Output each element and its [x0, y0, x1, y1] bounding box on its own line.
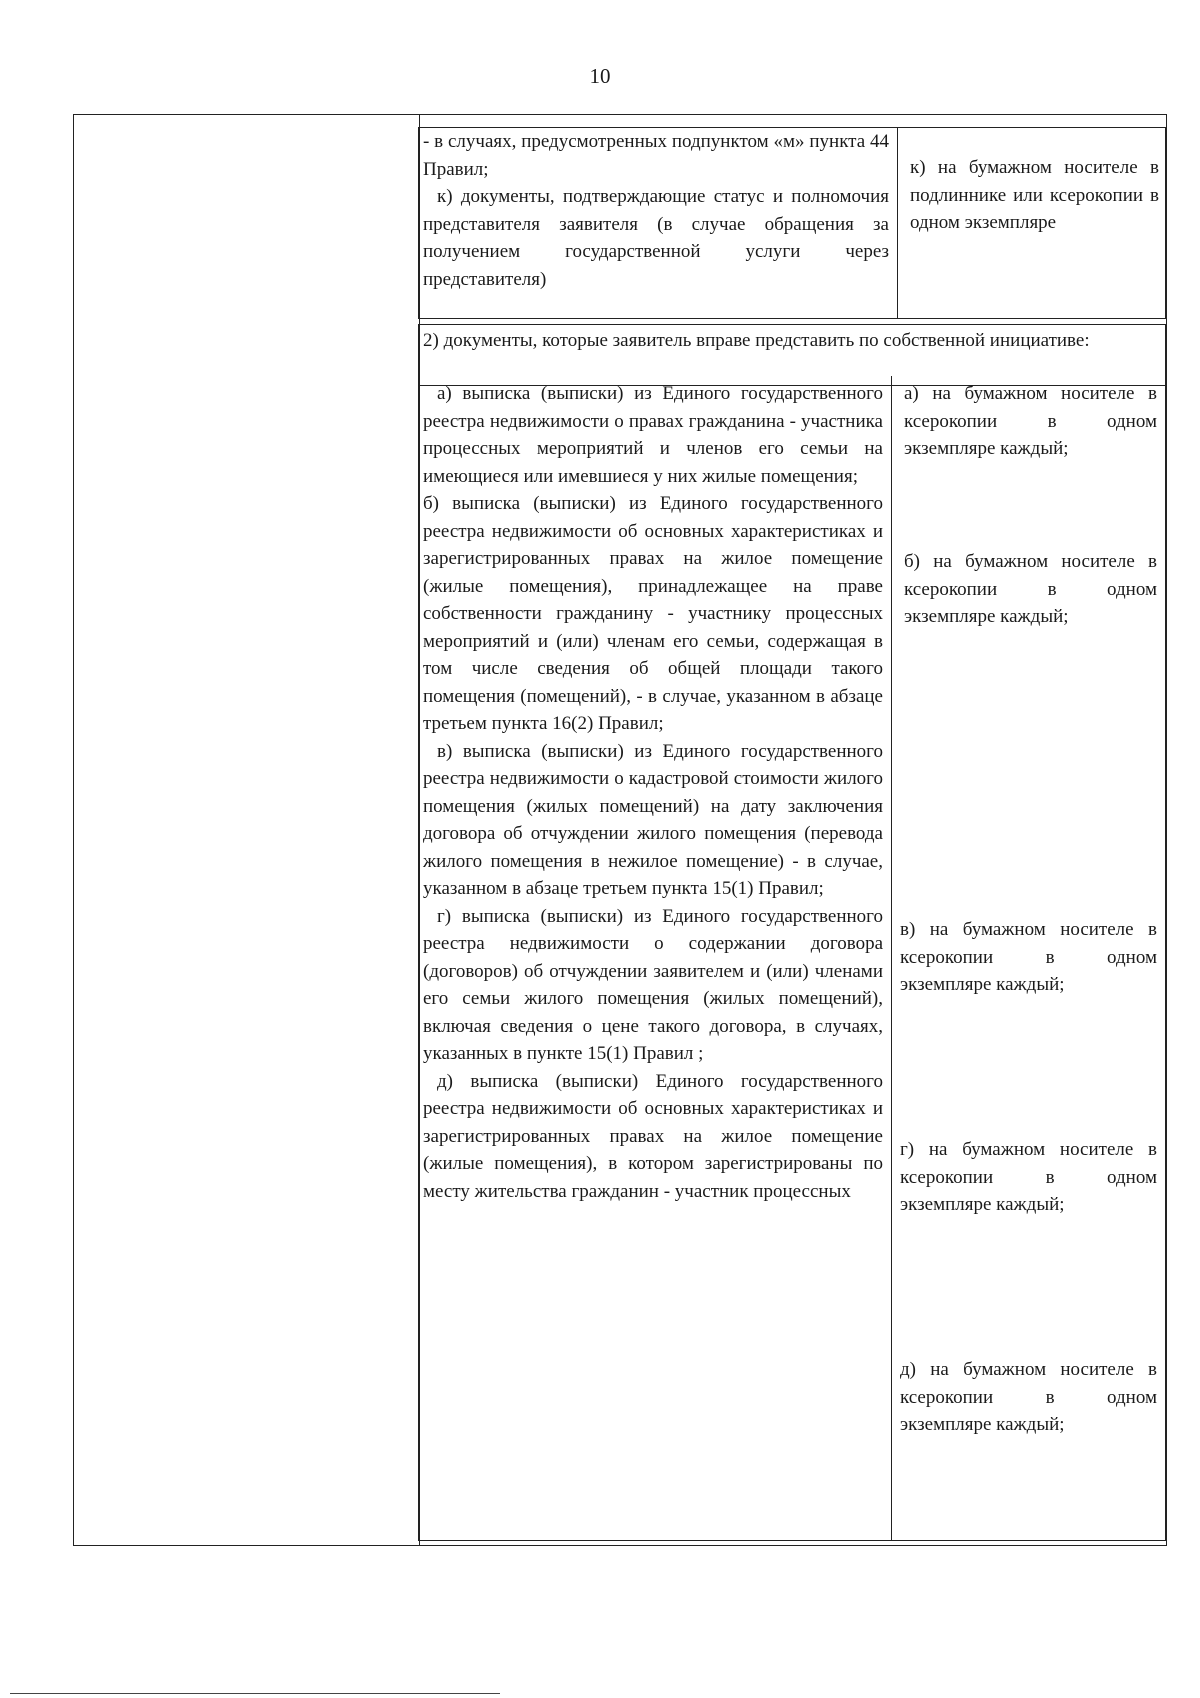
section-heading: 2) документы, которые заявитель вправе представить по собственной инициативе:: [423, 330, 1090, 351]
footnote-rule: [10, 1693, 500, 1694]
item-d-right: д) на бумажном носителе в ксерокопии в одном экземпляре каждый;: [900, 1359, 1157, 1435]
items-right-cell: [892, 376, 1166, 1541]
item-g-right: г) на бумажном носителе в ксерокопии в одном экземпляре каждый;: [900, 1139, 1157, 1215]
item-g-left: г) выписка (выписки) из Единого государственного реестра недвижимости о содержании договора (договоров) об отчуждении заявителем и (или) членами его семьи жилого помещения (жилых помещений), включая сведения о цене такого договора, в случаях, указанных в пункте 15(1) Правил ;: [423, 905, 883, 1064]
left-empty-column: [74, 115, 420, 1546]
item-d-left: д) выписка (выписки) Единого государственного реестра недвижимости об основных характеристиках и зарегистрированных правах на жилое помещение (жилые помещения), в котором зарегистрированы по месту жительства гражданин - участник процессных: [423, 1070, 883, 1202]
items-left-cell: [419, 376, 892, 1541]
item-b-left: б) выписка (выписки) из Единого государственного реестра недвижимости об основных характеристиках и зарегистрированных правах на жилое помещение (жилые помещения), принадлежащее на праве собственности гражданину - участнику процессных мероприятий и (или) членам его семьи, содержащая в том числе сведения об общей площади такого помещения (помещений), - в случае, указанном в абзаце третьем пункта 16(2) Правил;: [423, 493, 883, 734]
item-k-right-cell: [898, 128, 1166, 319]
item-k-left-cell: [419, 128, 898, 319]
item-k-table: [418, 127, 1166, 319]
item-v-right: в) на бумажном носителе в ксерокопии в одном экземпляре каждый;: [900, 919, 1157, 995]
item-k-paragraph-2: к) документы, подтверждающие статус и полномочия представителя заявителя (в случае обращения за получением государственной услуги через представителя): [423, 186, 889, 290]
item-a-right: а) на бумажном носителе в ксерокопии в одном экземпляре каждый;: [904, 383, 1157, 459]
items-table: [418, 376, 1166, 1541]
item-k-paragraph-1: - в случаях, предусмотренных подпунктом «м» пункта 44 Правил;: [423, 131, 889, 180]
item-a-left: а) выписка (выписки) из Единого государственного реестра недвижимости о правах гражданина - участника процессных мероприятий и членов его семьи на имеющиеся или имевшиеся у них жилые помещения;: [423, 383, 883, 487]
item-v-left: в) выписка (выписки) из Единого государственного реестра недвижимости о кадастровой стоимости жилого помещения (жилых помещений) на дату заключения договора об отчуждении жилого помещения (перевода жилого помещения в нежилое помещение) - в случае, указанном в абзаце третьем пункта 15(1) Правил;: [423, 740, 883, 899]
item-k-right-text: к) на бумажном носителе в подлиннике или ксерокопии в одном экземпляре: [910, 157, 1159, 233]
page-number: 10: [589, 64, 611, 88]
item-b-right: б) на бумажном носителе в ксерокопии в одном экземпляре каждый;: [904, 551, 1157, 627]
